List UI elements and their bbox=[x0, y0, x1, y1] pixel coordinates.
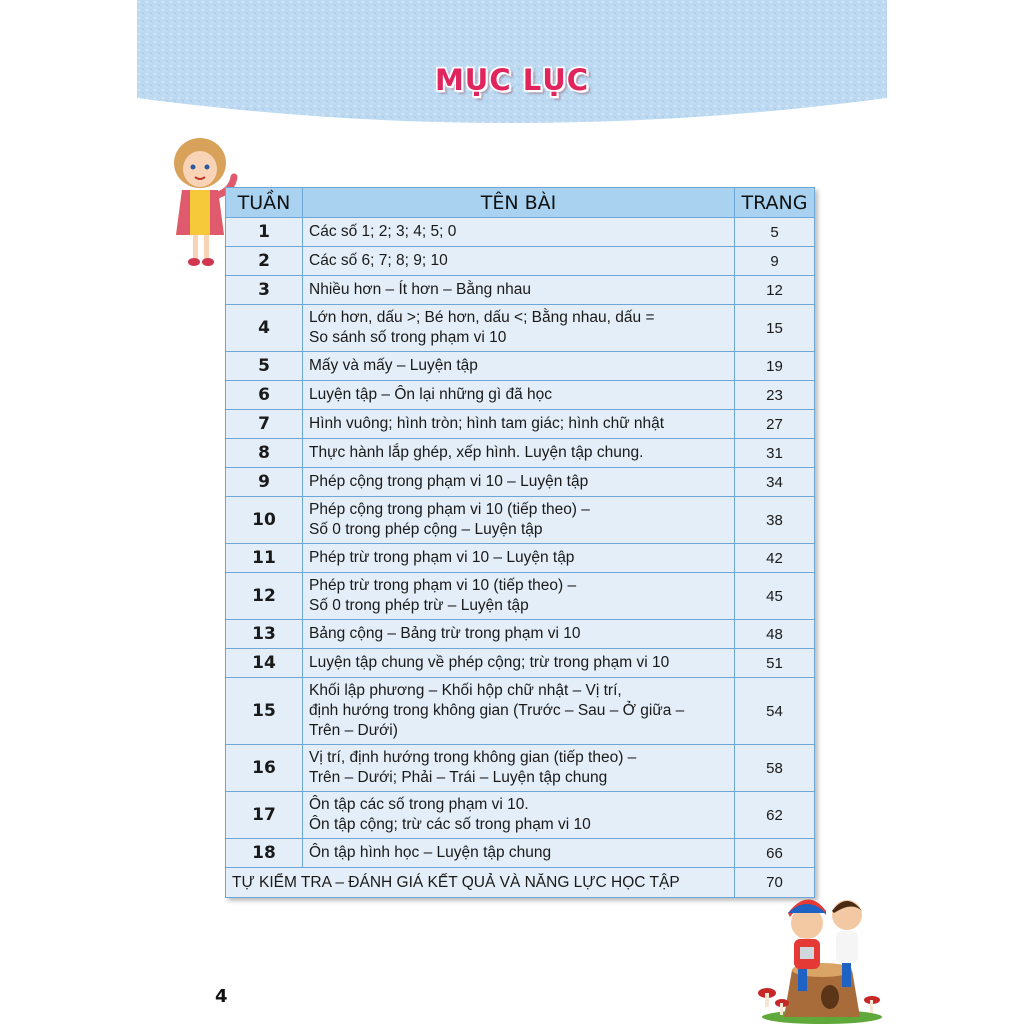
table-row bbox=[226, 352, 815, 381]
lesson-name-line: Số 0 trong phép cộng – Luyện tập bbox=[309, 521, 543, 538]
week-cell: 13 bbox=[226, 620, 303, 649]
table-row bbox=[226, 620, 815, 649]
lesson-name-cell bbox=[303, 497, 735, 544]
lesson-name-line: Lớn hơn, dấu >; Bé hơn, dấu <; Bằng nhau, dấu = bbox=[309, 309, 655, 326]
page-cell: 27 bbox=[735, 410, 815, 439]
footer-row bbox=[226, 868, 815, 898]
table-row bbox=[226, 247, 815, 276]
table-row bbox=[226, 678, 815, 745]
page-cell: 5 bbox=[735, 218, 815, 247]
lesson-name-line: Thực hành lắp ghép, xếp hình. Luyện tập chung. bbox=[309, 444, 644, 461]
lesson-name-cell bbox=[303, 573, 735, 620]
lesson-name-cell bbox=[303, 276, 735, 305]
lesson-name-line: Phép trừ trong phạm vi 10 – Luyện tập bbox=[309, 549, 575, 566]
week-cell: 16 bbox=[226, 745, 303, 792]
lesson-name-cell bbox=[303, 381, 735, 410]
lesson-name-line: Số 0 trong phép trừ – Luyện tập bbox=[309, 597, 529, 614]
lesson-name-cell bbox=[303, 544, 735, 573]
lesson-name-line: Ôn tập các số trong phạm vi 10. bbox=[309, 796, 529, 813]
lesson-name-line: Luyện tập chung về phép cộng; trừ trong phạm vi 10 bbox=[309, 654, 670, 671]
week-cell: 17 bbox=[226, 792, 303, 839]
table-row bbox=[226, 439, 815, 468]
lesson-name-line: Phép trừ trong phạm vi 10 (tiếp theo) – bbox=[309, 577, 577, 594]
page-cell: 54 bbox=[735, 678, 815, 745]
table-row bbox=[226, 410, 815, 439]
table-header-row bbox=[226, 188, 815, 218]
page-cell: 58 bbox=[735, 745, 815, 792]
page-cell: 15 bbox=[735, 305, 815, 352]
week-cell: 3 bbox=[226, 276, 303, 305]
lesson-name-cell bbox=[303, 839, 735, 868]
table-row bbox=[226, 497, 815, 544]
lesson-name-cell bbox=[303, 678, 735, 745]
page-cell: 12 bbox=[735, 276, 815, 305]
page-cell: 42 bbox=[735, 544, 815, 573]
table-row bbox=[226, 839, 815, 868]
lesson-name-line: Các số 6; 7; 8; 9; 10 bbox=[309, 252, 448, 269]
table-row bbox=[226, 276, 815, 305]
lesson-name-line: Ôn tập hình học – Luyện tập chung bbox=[309, 844, 552, 861]
lesson-name-line: Các số 1; 2; 3; 4; 5; 0 bbox=[309, 223, 457, 240]
lesson-name-line: Mấy và mấy – Luyện tập bbox=[309, 357, 478, 374]
lesson-name-line: Khối lập phương – Khối hộp chữ nhật – Vị trí, bbox=[309, 682, 622, 699]
week-cell: 4 bbox=[226, 305, 303, 352]
week-cell: 18 bbox=[226, 839, 303, 868]
lesson-name-line: Hình vuông; hình tròn; hình tam giác; hình chữ nhật bbox=[309, 415, 665, 432]
table-row bbox=[226, 218, 815, 247]
page-cell: 19 bbox=[735, 352, 815, 381]
lesson-name-cell bbox=[303, 218, 735, 247]
week-cell: 9 bbox=[226, 468, 303, 497]
page-cell: 31 bbox=[735, 439, 815, 468]
week-cell: 2 bbox=[226, 247, 303, 276]
lesson-name-line: Nhiều hơn – Ít hơn – Bằng nhau bbox=[309, 281, 531, 298]
page-cell: 9 bbox=[735, 247, 815, 276]
lesson-name-line: Ôn tập cộng; trừ các số trong phạm vi 10 bbox=[309, 816, 591, 833]
table-row bbox=[226, 544, 815, 573]
lesson-name-cell bbox=[303, 305, 735, 352]
footer-label: TỰ KIỂM TRA – ĐÁNH GIÁ KẾT QUẢ VÀ NĂNG LỰC HỌC TẬP bbox=[226, 868, 735, 898]
lesson-name-line: Phép cộng trong phạm vi 10 (tiếp theo) – bbox=[309, 501, 590, 518]
lesson-name-line: Luyện tập – Ôn lại những gì đã học bbox=[309, 386, 553, 403]
lesson-name-line: Bảng cộng – Bảng trừ trong phạm vi 10 bbox=[309, 625, 581, 642]
page-title: MỤC LỤC bbox=[434, 63, 590, 97]
lesson-name-line: Trên – Dưới) bbox=[309, 722, 398, 739]
page-cell: 34 bbox=[735, 468, 815, 497]
table-row bbox=[226, 305, 815, 352]
week-cell: 1 bbox=[226, 218, 303, 247]
week-cell: 6 bbox=[226, 381, 303, 410]
lesson-name-cell bbox=[303, 792, 735, 839]
page-cell: 66 bbox=[735, 839, 815, 868]
week-cell: 14 bbox=[226, 649, 303, 678]
header-lesson-name: TÊN BÀI bbox=[303, 188, 735, 218]
table-row bbox=[226, 792, 815, 839]
lesson-name-line: định hướng trong không gian (Trước – Sau – Ở giữa – bbox=[309, 702, 685, 719]
lesson-name-cell bbox=[303, 620, 735, 649]
table-of-contents bbox=[225, 187, 815, 898]
page-cell: 48 bbox=[735, 620, 815, 649]
week-cell: 15 bbox=[226, 678, 303, 745]
footer-page: 70 bbox=[735, 868, 815, 898]
lesson-name-cell bbox=[303, 745, 735, 792]
table-row bbox=[226, 468, 815, 497]
lesson-name-cell bbox=[303, 649, 735, 678]
lesson-name-cell bbox=[303, 468, 735, 497]
header-page: TRANG bbox=[735, 188, 815, 218]
table-row bbox=[226, 745, 815, 792]
week-cell: 7 bbox=[226, 410, 303, 439]
week-cell: 11 bbox=[226, 544, 303, 573]
lesson-name-cell bbox=[303, 410, 735, 439]
lesson-name-cell bbox=[303, 352, 735, 381]
table-row bbox=[226, 381, 815, 410]
page-cell: 38 bbox=[735, 497, 815, 544]
table-row bbox=[226, 649, 815, 678]
page-number: 4 bbox=[215, 986, 228, 1007]
lesson-name-line: Vị trí, định hướng trong không gian (tiếp theo) – bbox=[309, 749, 637, 766]
header-week: TUẦN bbox=[226, 188, 303, 218]
lesson-name-cell bbox=[303, 247, 735, 276]
table-row bbox=[226, 573, 815, 620]
lesson-name-line: So sánh số trong phạm vi 10 bbox=[309, 329, 507, 346]
page-cell: 62 bbox=[735, 792, 815, 839]
week-cell: 8 bbox=[226, 439, 303, 468]
kids-on-stump-illustration bbox=[752, 885, 887, 1024]
lesson-name-line: Trên – Dưới; Phải – Trái – Luyện tập chung bbox=[309, 769, 608, 786]
week-cell: 10 bbox=[226, 497, 303, 544]
lesson-name-cell bbox=[303, 439, 735, 468]
blue-textured-banner bbox=[137, 0, 887, 135]
week-cell: 12 bbox=[226, 573, 303, 620]
page-cell: 23 bbox=[735, 381, 815, 410]
week-cell: 5 bbox=[226, 352, 303, 381]
page-cell: 51 bbox=[735, 649, 815, 678]
lesson-name-line: Phép cộng trong phạm vi 10 – Luyện tập bbox=[309, 473, 589, 490]
page-cell: 45 bbox=[735, 573, 815, 620]
